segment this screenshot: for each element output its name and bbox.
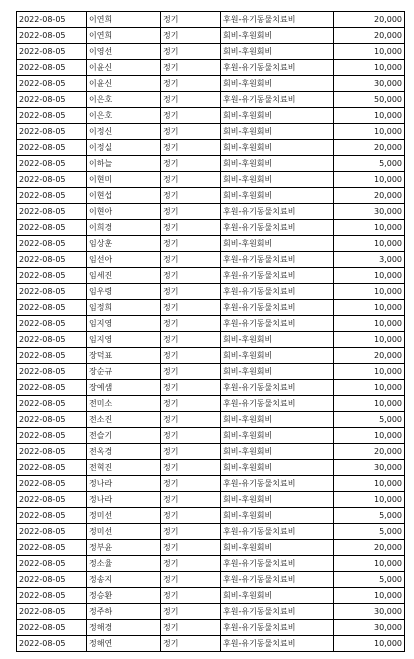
table-row <box>17 252 405 268</box>
date-cell: 2022-08-05 <box>17 380 87 396</box>
table-row <box>17 460 405 476</box>
category-cell: 후원-유기동물치료비 <box>221 204 334 220</box>
donation-type-cell: 정기 <box>161 540 221 556</box>
donor-name-cell: 정미선 <box>87 524 161 540</box>
donation-type-cell: 정기 <box>161 236 221 252</box>
date-cell: 2022-08-05 <box>17 588 87 604</box>
donor-name-cell: 정승환 <box>87 588 161 604</box>
table-row <box>17 556 405 572</box>
donation-type-cell: 정기 <box>161 572 221 588</box>
date-cell: 2022-08-05 <box>17 92 87 108</box>
donor-name-cell: 정나라 <box>87 476 161 492</box>
category-cell: 후원-유기동물치료비 <box>221 636 334 652</box>
donation-type-cell: 정기 <box>161 124 221 140</box>
table-row <box>17 284 405 300</box>
amount-cell: 10,000 <box>334 316 405 332</box>
donor-name-cell: 정주하 <box>87 604 161 620</box>
table-row <box>17 76 405 92</box>
date-cell: 2022-08-05 <box>17 492 87 508</box>
table-row <box>17 44 405 60</box>
donor-name-cell: 이윤신 <box>87 60 161 76</box>
donor-name-cell: 이은호 <box>87 108 161 124</box>
donor-name-cell: 임정희 <box>87 300 161 316</box>
amount-cell: 10,000 <box>334 588 405 604</box>
donation-type-cell: 정기 <box>161 492 221 508</box>
table-row <box>17 476 405 492</box>
donor-name-cell: 전미소 <box>87 396 161 412</box>
date-cell: 2022-08-05 <box>17 348 87 364</box>
table-row <box>17 540 405 556</box>
date-cell: 2022-08-05 <box>17 268 87 284</box>
date-cell: 2022-08-05 <box>17 28 87 44</box>
donation-type-cell: 정기 <box>161 44 221 60</box>
donation-type-cell: 정기 <box>161 444 221 460</box>
date-cell: 2022-08-05 <box>17 396 87 412</box>
donor-name-cell: 임상훈 <box>87 236 161 252</box>
donor-name-cell: 장예샘 <box>87 380 161 396</box>
date-cell: 2022-08-05 <box>17 76 87 92</box>
amount-cell: 10,000 <box>334 380 405 396</box>
donation-type-cell: 정기 <box>161 284 221 300</box>
amount-cell: 10,000 <box>334 556 405 572</box>
donor-name-cell: 임선아 <box>87 252 161 268</box>
amount-cell: 3,000 <box>334 252 405 268</box>
table-row <box>17 268 405 284</box>
table-row <box>17 348 405 364</box>
donor-name-cell: 이하늘 <box>87 156 161 172</box>
donation-type-cell: 정기 <box>161 412 221 428</box>
date-cell: 2022-08-05 <box>17 300 87 316</box>
donation-type-cell: 정기 <box>161 620 221 636</box>
category-cell: 회비-후원회비 <box>221 28 334 44</box>
table-row <box>17 636 405 652</box>
donation-type-cell: 정기 <box>161 364 221 380</box>
donor-name-cell: 임세진 <box>87 268 161 284</box>
donation-type-cell: 정기 <box>161 524 221 540</box>
table-row <box>17 156 405 172</box>
amount-cell: 10,000 <box>334 476 405 492</box>
amount-cell: 20,000 <box>334 140 405 156</box>
table-row <box>17 620 405 636</box>
table-row <box>17 92 405 108</box>
donation-type-cell: 정기 <box>161 252 221 268</box>
donor-name-cell: 임우령 <box>87 284 161 300</box>
category-cell: 후원-유기동물치료비 <box>221 284 334 300</box>
amount-cell: 20,000 <box>334 348 405 364</box>
date-cell: 2022-08-05 <box>17 108 87 124</box>
category-cell: 회비-후원회비 <box>221 588 334 604</box>
table-row <box>17 108 405 124</box>
category-cell: 회비-후원회비 <box>221 108 334 124</box>
amount-cell: 5,000 <box>334 156 405 172</box>
amount-cell: 5,000 <box>334 572 405 588</box>
amount-cell: 20,000 <box>334 28 405 44</box>
donor-name-cell: 이윤신 <box>87 76 161 92</box>
date-cell: 2022-08-05 <box>17 364 87 380</box>
donation-type-cell: 정기 <box>161 300 221 316</box>
date-cell: 2022-08-05 <box>17 252 87 268</box>
category-cell: 후원-유기동물치료비 <box>221 604 334 620</box>
category-cell: 회비-후원회비 <box>221 124 334 140</box>
category-cell: 회비-후원회비 <box>221 428 334 444</box>
donor-name-cell: 이현미 <box>87 172 161 188</box>
category-cell: 회비-후원회비 <box>221 540 334 556</box>
donor-name-cell: 임지영 <box>87 316 161 332</box>
donor-name-cell: 전옥경 <box>87 444 161 460</box>
amount-cell: 10,000 <box>334 44 405 60</box>
amount-cell: 10,000 <box>334 492 405 508</box>
table-row <box>17 396 405 412</box>
donor-name-cell: 정미선 <box>87 508 161 524</box>
amount-cell: 30,000 <box>334 460 405 476</box>
donor-name-cell: 이희경 <box>87 220 161 236</box>
donor-name-cell: 전혁진 <box>87 460 161 476</box>
table-row <box>17 220 405 236</box>
date-cell: 2022-08-05 <box>17 156 87 172</box>
table-row <box>17 124 405 140</box>
donation-type-cell: 정기 <box>161 204 221 220</box>
donor-name-cell: 정부윤 <box>87 540 161 556</box>
category-cell: 후원-유기동물치료비 <box>221 300 334 316</box>
donation-ledger <box>16 11 405 652</box>
donation-table-body <box>17 12 405 652</box>
donor-name-cell: 이현섭 <box>87 188 161 204</box>
donor-name-cell: 정송지 <box>87 572 161 588</box>
donation-type-cell: 정기 <box>161 476 221 492</box>
category-cell: 회비-후원회비 <box>221 76 334 92</box>
donation-type-cell: 정기 <box>161 428 221 444</box>
amount-cell: 10,000 <box>334 236 405 252</box>
table-row <box>17 364 405 380</box>
amount-cell: 10,000 <box>334 60 405 76</box>
donation-type-cell: 정기 <box>161 508 221 524</box>
donation-type-cell: 정기 <box>161 60 221 76</box>
amount-cell: 5,000 <box>334 524 405 540</box>
category-cell: 회비-후원회비 <box>221 140 334 156</box>
donation-type-cell: 정기 <box>161 172 221 188</box>
table-row <box>17 588 405 604</box>
donation-type-cell: 정기 <box>161 604 221 620</box>
category-cell: 회비-후원회비 <box>221 188 334 204</box>
date-cell: 2022-08-05 <box>17 12 87 28</box>
donation-type-cell: 정기 <box>161 636 221 652</box>
amount-cell: 10,000 <box>334 268 405 284</box>
date-cell: 2022-08-05 <box>17 636 87 652</box>
date-cell: 2022-08-05 <box>17 284 87 300</box>
date-cell: 2022-08-05 <box>17 220 87 236</box>
category-cell: 회비-후원회비 <box>221 236 334 252</box>
category-cell: 후원-유기동물치료비 <box>221 524 334 540</box>
amount-cell: 20,000 <box>334 188 405 204</box>
amount-cell: 10,000 <box>334 364 405 380</box>
date-cell: 2022-08-05 <box>17 524 87 540</box>
donor-name-cell: 이현아 <box>87 204 161 220</box>
date-cell: 2022-08-05 <box>17 236 87 252</box>
date-cell: 2022-08-05 <box>17 508 87 524</box>
donor-name-cell: 임지영 <box>87 332 161 348</box>
donor-name-cell: 장순규 <box>87 364 161 380</box>
donation-type-cell: 정기 <box>161 332 221 348</box>
donor-name-cell: 이정실 <box>87 140 161 156</box>
amount-cell: 20,000 <box>334 12 405 28</box>
donation-type-cell: 정기 <box>161 108 221 124</box>
amount-cell: 5,000 <box>334 508 405 524</box>
category-cell: 회비-후원회비 <box>221 156 334 172</box>
date-cell: 2022-08-05 <box>17 60 87 76</box>
donation-type-cell: 정기 <box>161 588 221 604</box>
category-cell: 후원-유기동물치료비 <box>221 572 334 588</box>
category-cell: 회비-후원회비 <box>221 460 334 476</box>
table-row <box>17 508 405 524</box>
table-row <box>17 172 405 188</box>
date-cell: 2022-08-05 <box>17 204 87 220</box>
table-row <box>17 60 405 76</box>
donation-type-cell: 정기 <box>161 380 221 396</box>
donation-type-cell: 정기 <box>161 348 221 364</box>
category-cell: 회비-후원회비 <box>221 172 334 188</box>
amount-cell: 10,000 <box>334 108 405 124</box>
date-cell: 2022-08-05 <box>17 476 87 492</box>
category-cell: 회비-후원회비 <box>221 508 334 524</box>
donation-type-cell: 정기 <box>161 220 221 236</box>
date-cell: 2022-08-05 <box>17 620 87 636</box>
category-cell: 회비-후원회비 <box>221 412 334 428</box>
amount-cell: 10,000 <box>334 124 405 140</box>
date-cell: 2022-08-05 <box>17 44 87 60</box>
donation-type-cell: 정기 <box>161 156 221 172</box>
donor-name-cell: 이은호 <box>87 92 161 108</box>
donation-type-cell: 정기 <box>161 140 221 156</box>
table-row <box>17 444 405 460</box>
category-cell: 후원-유기동물치료비 <box>221 12 334 28</box>
donor-name-cell: 정해경 <box>87 620 161 636</box>
date-cell: 2022-08-05 <box>17 332 87 348</box>
amount-cell: 30,000 <box>334 204 405 220</box>
table-row <box>17 140 405 156</box>
table-row <box>17 204 405 220</box>
date-cell: 2022-08-05 <box>17 412 87 428</box>
donation-type-cell: 정기 <box>161 12 221 28</box>
table-row <box>17 524 405 540</box>
date-cell: 2022-08-05 <box>17 140 87 156</box>
donor-name-cell: 이연희 <box>87 12 161 28</box>
donation-type-cell: 정기 <box>161 268 221 284</box>
table-row <box>17 604 405 620</box>
category-cell: 후원-유기동물치료비 <box>221 476 334 492</box>
date-cell: 2022-08-05 <box>17 428 87 444</box>
category-cell: 회비-후원회비 <box>221 492 334 508</box>
table-row <box>17 428 405 444</box>
category-cell: 후원-유기동물치료비 <box>221 60 334 76</box>
amount-cell: 5,000 <box>334 412 405 428</box>
table-row <box>17 412 405 428</box>
amount-cell: 10,000 <box>334 284 405 300</box>
category-cell: 후원-유기동물치료비 <box>221 220 334 236</box>
date-cell: 2022-08-05 <box>17 604 87 620</box>
donor-name-cell: 이영선 <box>87 44 161 60</box>
donation-type-cell: 정기 <box>161 76 221 92</box>
category-cell: 후원-유기동물치료비 <box>221 620 334 636</box>
category-cell: 회비-후원회비 <box>221 332 334 348</box>
category-cell: 회비-후원회비 <box>221 44 334 60</box>
amount-cell: 10,000 <box>334 636 405 652</box>
donor-name-cell: 이연희 <box>87 28 161 44</box>
table-row <box>17 332 405 348</box>
category-cell: 회비-후원회비 <box>221 444 334 460</box>
donation-type-cell: 정기 <box>161 316 221 332</box>
category-cell: 후원-유기동물치료비 <box>221 396 334 412</box>
date-cell: 2022-08-05 <box>17 556 87 572</box>
amount-cell: 20,000 <box>334 540 405 556</box>
amount-cell: 10,000 <box>334 172 405 188</box>
category-cell: 후원-유기동물치료비 <box>221 92 334 108</box>
category-cell: 후원-유기동물치료비 <box>221 268 334 284</box>
table-row <box>17 572 405 588</box>
table-row <box>17 236 405 252</box>
amount-cell: 30,000 <box>334 620 405 636</box>
category-cell: 회비-후원회비 <box>221 348 334 364</box>
donor-name-cell: 전슬기 <box>87 428 161 444</box>
amount-cell: 50,000 <box>334 92 405 108</box>
date-cell: 2022-08-05 <box>17 540 87 556</box>
amount-cell: 10,000 <box>334 428 405 444</box>
table-row <box>17 28 405 44</box>
category-cell: 후원-유기동물치료비 <box>221 316 334 332</box>
category-cell: 후원-유기동물치료비 <box>221 252 334 268</box>
donor-name-cell: 장덕표 <box>87 348 161 364</box>
amount-cell: 10,000 <box>334 300 405 316</box>
amount-cell: 20,000 <box>334 444 405 460</box>
donor-name-cell: 정나라 <box>87 492 161 508</box>
amount-cell: 10,000 <box>334 396 405 412</box>
table-row <box>17 12 405 28</box>
amount-cell: 30,000 <box>334 604 405 620</box>
table-row <box>17 492 405 508</box>
date-cell: 2022-08-05 <box>17 172 87 188</box>
donor-name-cell: 전소진 <box>87 412 161 428</box>
amount-cell: 30,000 <box>334 76 405 92</box>
date-cell: 2022-08-05 <box>17 124 87 140</box>
date-cell: 2022-08-05 <box>17 188 87 204</box>
donation-type-cell: 정기 <box>161 92 221 108</box>
date-cell: 2022-08-05 <box>17 460 87 476</box>
amount-cell: 10,000 <box>334 220 405 236</box>
donation-type-cell: 정기 <box>161 396 221 412</box>
category-cell: 후원-유기동물치료비 <box>221 380 334 396</box>
date-cell: 2022-08-05 <box>17 572 87 588</box>
table-row <box>17 300 405 316</box>
donation-type-cell: 정기 <box>161 28 221 44</box>
table-row <box>17 188 405 204</box>
table-row <box>17 380 405 396</box>
donor-name-cell: 정소율 <box>87 556 161 572</box>
amount-cell: 10,000 <box>334 332 405 348</box>
donor-name-cell: 정해연 <box>87 636 161 652</box>
donor-name-cell: 이정신 <box>87 124 161 140</box>
table-row <box>17 316 405 332</box>
donation-type-cell: 정기 <box>161 188 221 204</box>
donation-type-cell: 정기 <box>161 556 221 572</box>
category-cell: 회비-후원회비 <box>221 364 334 380</box>
category-cell: 후원-유기동물치료비 <box>221 556 334 572</box>
donation-type-cell: 정기 <box>161 460 221 476</box>
date-cell: 2022-08-05 <box>17 444 87 460</box>
donation-table <box>16 11 405 652</box>
date-cell: 2022-08-05 <box>17 316 87 332</box>
